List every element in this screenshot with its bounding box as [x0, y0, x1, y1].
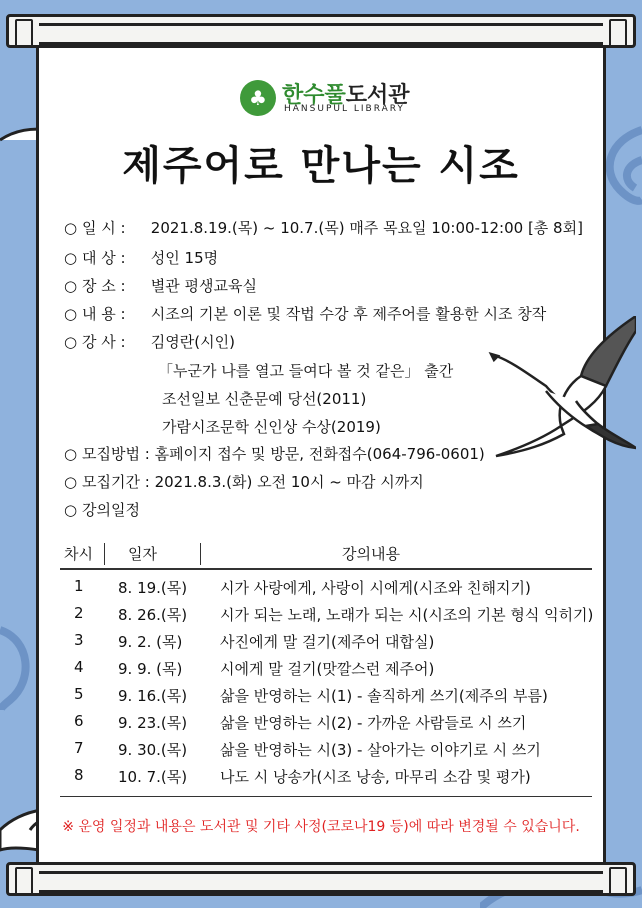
tree-icon: ♣ [240, 80, 276, 116]
info-content: ○ 내 용 : 시조의 기본 이론 및 작법 수강 후 제주어를 활용한 시조 창작 [64, 305, 547, 323]
session-date: 8. 19.(목) [118, 579, 188, 597]
info-recruit-method: ○ 모집방법 : 홈페이지 접수 및 방문, 전화접수(064-796-0601) [64, 445, 485, 463]
session-number: 1 [74, 577, 84, 595]
session-date: 9. 9. (목) [118, 660, 183, 678]
page-title: 제주어로 만나는 시조 [122, 143, 520, 189]
session-number: 5 [74, 685, 84, 703]
session-content: 삶을 반영하는 시(3) - 살아가는 이야기로 시 쓰기 [220, 741, 541, 759]
library-logo [240, 78, 410, 118]
session-number: 2 [74, 604, 84, 622]
scroll-rod-top [6, 14, 636, 48]
scroll-rod-bottom [6, 862, 636, 896]
info-target: ○ 대 상 : 성인 15명 [64, 249, 219, 267]
col-divider [200, 543, 201, 565]
col-header-content: 강의내용 [342, 545, 400, 563]
notice-text: ※ 운영 일정과 내용은 도서관 및 기타 사정(코로나19 등)에 따라 변경될 수 있습니다. [62, 819, 580, 835]
cloud-left-mid [0, 620, 36, 730]
session-content: 시가 사랑에게, 사랑이 시에게(시조와 친해지기) [220, 579, 531, 597]
session-content: 사진에게 말 걸기(제주어 대합실) [220, 633, 435, 651]
session-number: 8 [74, 766, 84, 784]
col-header-no: 차시 [64, 545, 93, 563]
info-instructor: ○ 강 사 : 김영란(시인) [64, 333, 235, 351]
session-date: 9. 23.(목) [118, 714, 188, 732]
session-date: 9. 30.(목) [118, 741, 188, 759]
instructor-detail-2: 조선일보 신춘문예 당선(2011) [162, 390, 367, 408]
session-date: 10. 7.(목) [118, 768, 188, 786]
info-recruit-period: ○ 모집기간 : 2021.8.3.(화) 오전 10시 ~ 마감 시까지 [64, 473, 424, 491]
session-date: 8. 26.(목) [118, 606, 188, 624]
session-content: 나도 시 낭송가(시조 낭송, 마무리 소감 및 평가) [220, 768, 531, 786]
info-schedule: ○ 일 시 : 2021.8.19.(목) ~ 10.7.(목) 매주 목요일 10:00-12:00 [총 8회] [64, 219, 583, 237]
instructor-detail-3: 가람시조문학 신인상 수상(2019) [162, 418, 381, 436]
session-number: 6 [74, 712, 84, 730]
col-header-date: 일자 [128, 545, 157, 563]
library-subtitle: HANSUPUL LIBRARY [284, 104, 405, 114]
schedule-heading: ○ 강의일정 [64, 501, 140, 519]
session-content: 삶을 반영하는 시(1) - 솔직하게 쓰기(제주의 부름) [220, 687, 548, 705]
table-header-line [60, 568, 592, 570]
info-place: ○ 장 소 : 별관 평생교육실 [64, 277, 257, 295]
session-number: 3 [74, 631, 84, 649]
session-number: 7 [74, 739, 84, 757]
library-name: 한수풀도서관 [282, 83, 410, 108]
crane-illustration [486, 316, 636, 466]
session-content: 시에게 말 걸기(맛깔스런 제주어) [220, 660, 435, 678]
session-content: 시가 되는 노래, 노래가 되는 시(시조의 기본 형식 익히기) [220, 606, 594, 624]
col-divider [104, 543, 105, 565]
session-content: 삶을 반영하는 시(2) - 가까운 사람들로 시 쓰기 [220, 714, 527, 732]
session-number: 4 [74, 658, 84, 676]
instructor-detail-1: 「누군가 나를 열고 들여다 볼 것 같은」 출간 [158, 362, 454, 380]
table-bottom-line [60, 796, 592, 797]
session-date: 9. 2. (목) [118, 633, 183, 651]
session-date: 9. 16.(목) [118, 687, 188, 705]
